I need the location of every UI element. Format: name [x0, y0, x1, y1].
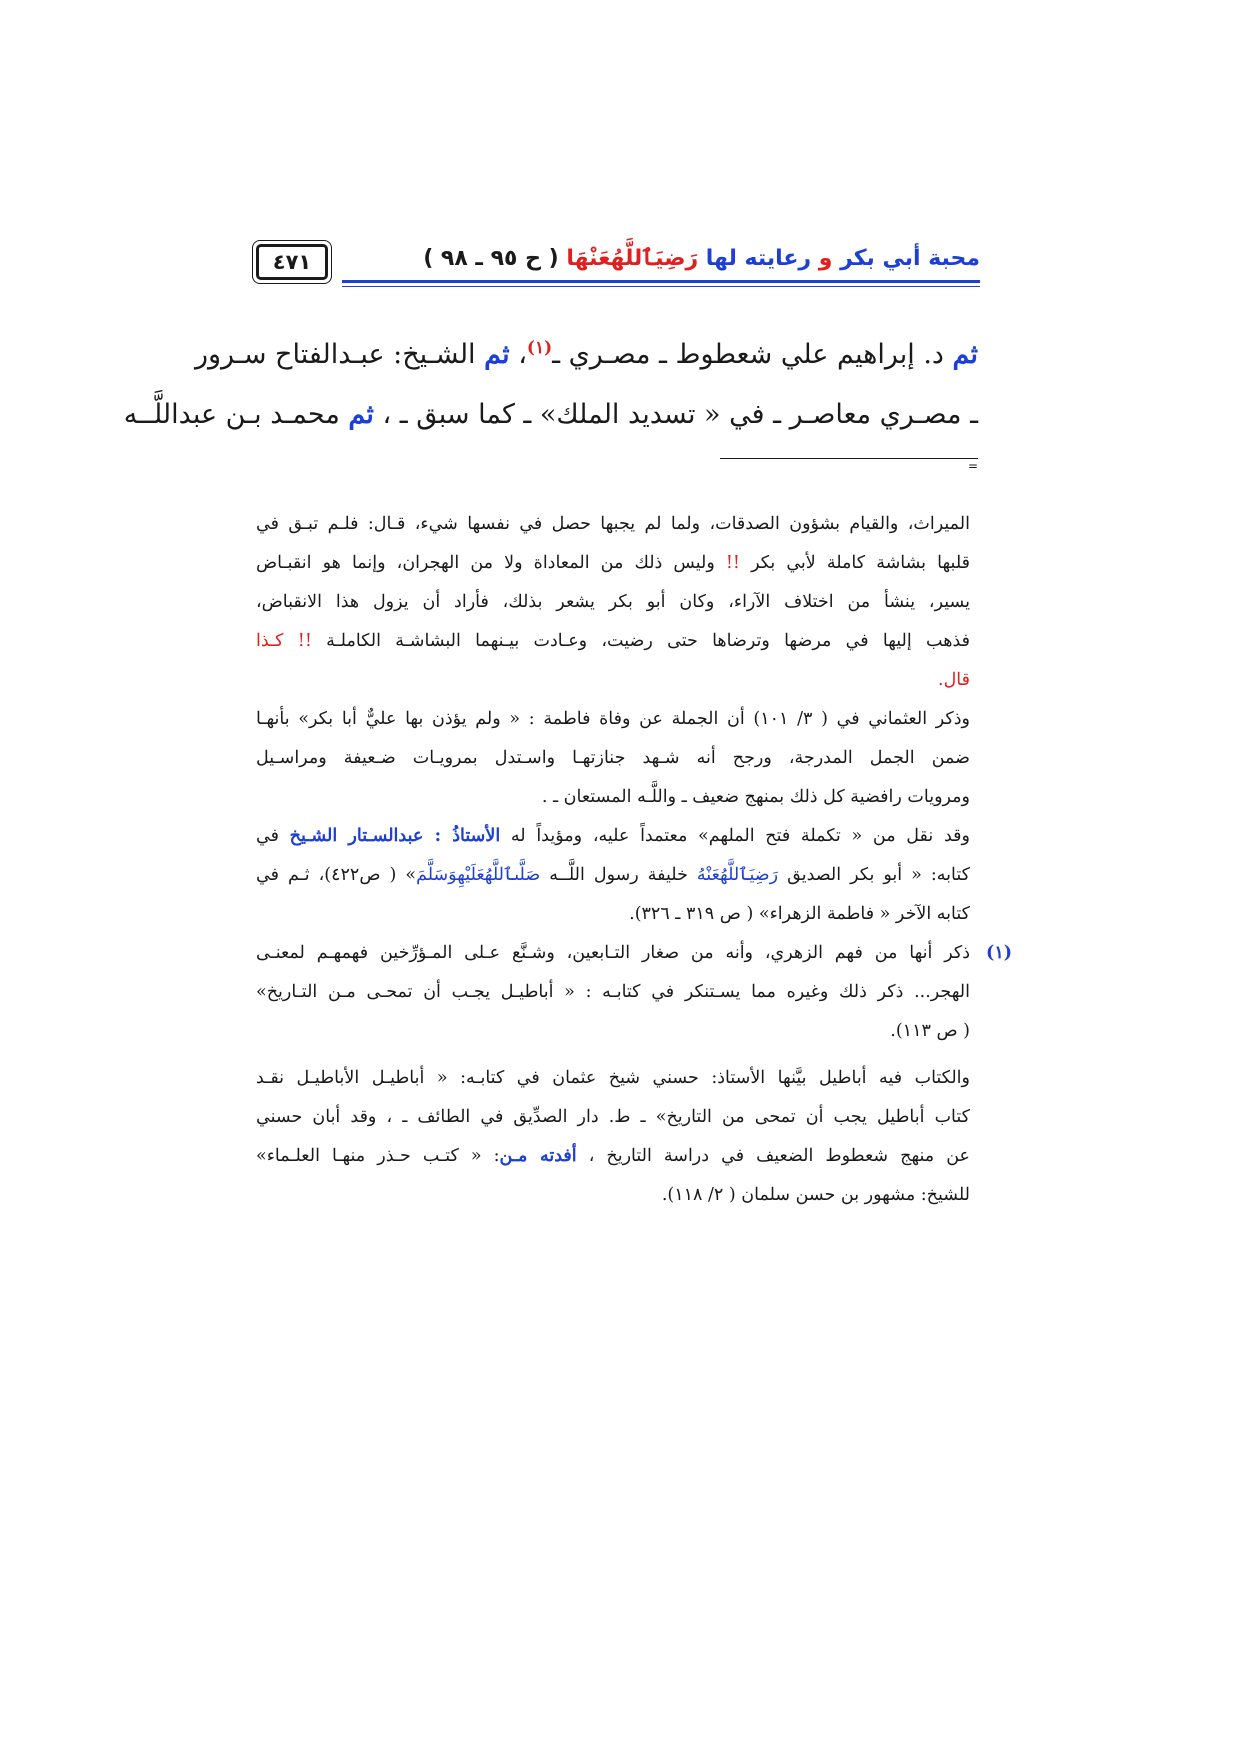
footnote-reference: (١)	[526, 338, 553, 358]
main-line-2: ـ مصـري معاصـر ـ في « تسديد الملك» ـ كما سبق ـ ، ثم محمـد بـن عبداللَّــه	[123, 399, 978, 430]
footnote-paragraph-3: وقد نقل من « تكملة فتح الملهم» معتمداً عليه، ومؤيداً له الأستاذُ : عبدالسـتار الشـيخ في كتابه: « أبو بكر الصديق رَضِيَٱللَّهُعَنْهُ خليفة رسول اللَّــه صَلَّىٱللَّهُعَلَيْهِوَسَلَّمَ» ( ص٤٢٢)، ثـم في كتابه الآخر « فاطمة الزهراء» ( ص ٣١٩ ـ ٣٢٦).	[256, 826, 970, 924]
footnote-1-continuation: والكتاب فيه أباطيل بيَّنها الأستاذ: حسني شيخ عثمان في كتابـه: « أباطيـل الأباطيـل نقـد كتاب أباطيل يجب أن تمحى من التاريخ» ـ ط. دار الصدِّيق في الطائف ـ ، وقد أبان حسني عن منهج شعطوط الضعيف في دراسة التاريخ ، أفدته مـن: « كتـب حـذر منهـا العلـماء» للشيخ: مشهور بن حسن سلمان ( ٢/ ١١٨).	[256, 1068, 970, 1205]
footnotes	[256, 505, 1012, 1215]
header-title-range: ( ح ٩٥ ـ ٩٨ )	[423, 246, 559, 271]
header-title-honorific: رَضِيَٱللَّهُعَنْهَا	[566, 246, 699, 271]
running-header	[256, 232, 980, 292]
footnote-paragraph-1: الميراث، والقيام بشؤون الصدقات، ولما لم يجبها حصل في نفسها شيء، قـال: فلـم تبـق في قلبها بشاشة كاملة لأبي بكر !! وليس ذلك من المعاداة ولا من الهجران، وإنما هو انقبـاض يسير، ينشأ من اختلاف الآراء، وكان أبو بكر يشعر بذلك، فأراد أن يزول هذا الانقباض، فذهب إليها في مرضها وترضاها حتى رضيت، وعـادت بيـنهما البشاشـة الكاملـة !! كـذا قال.	[256, 514, 970, 690]
header-rule-thin	[342, 286, 980, 287]
footnote-continuation-mark: =	[967, 459, 978, 473]
header-title	[423, 246, 980, 271]
main-text	[123, 318, 978, 445]
main-line-1: ثم د. إبراهيم علي شعطوط ـ مصـري ـ$^{(١)}$، ثم الشـيخ: عبـدالفتاح سـرور	[194, 338, 978, 370]
header-title-part2: و	[818, 246, 833, 271]
footnote-paragraph-2: وذكر العثماني في ( ٣/ ١٠١) أن الجملة عن وفاة فاطمة : « ولم يؤذن بها عليٌّ أبا بكر» بأنهـا ضمن الجمل المدرجة، ورجح أنه شـهد جنازتهـا واسـتدل بمرويـات ضـعيفة ومراسـيل ومرويات رافضية كل ذلك بمنهج ضعيف ـ واللَّـه المستعان ـ .	[256, 709, 970, 807]
header-title-part1: محبة أبي بكر	[840, 246, 980, 271]
footnote-separator	[720, 458, 978, 459]
footnote-1-number: (١)	[986, 943, 1012, 963]
header-title-part3: رعايته لها	[705, 246, 812, 271]
header-rule	[342, 280, 980, 283]
footnote-1: (١) ذكر أنها من فهم الزهري، وأنه من صغار التـابعين، وشـنَّع عـلى المـؤرِّخين فهمهـم لمعنـى الهجر... ذكر ذلك وغيره مما يسـتنكر في كتابـه : « أباطيـل يجـب أن تمحـى مـن التـاريخ» ( ص ١١٣).	[256, 934, 970, 1051]
page-number: ٤٧١	[256, 244, 328, 280]
